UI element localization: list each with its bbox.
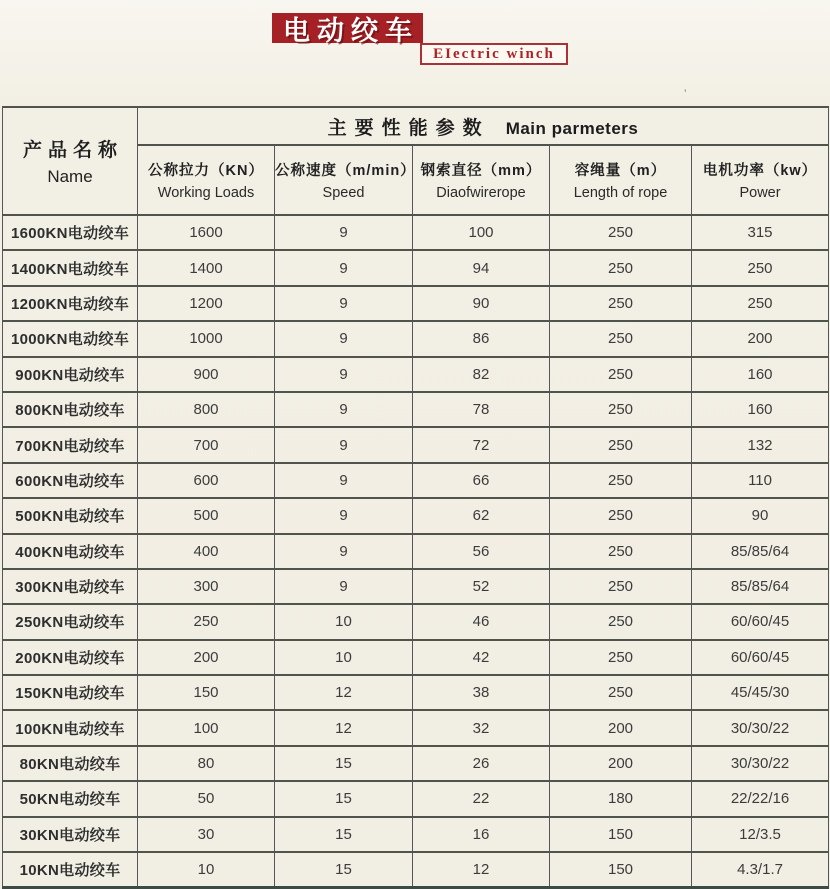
value-cell: 100 bbox=[138, 710, 275, 745]
header-row-main bbox=[3, 107, 829, 145]
working-loads-header-cn: 公称拉力（KN） bbox=[148, 163, 264, 179]
value-cell: 110 bbox=[692, 463, 829, 498]
table-row bbox=[3, 710, 829, 745]
value-cell: 1000 bbox=[138, 321, 275, 356]
value-cell: 9 bbox=[275, 569, 413, 604]
product-name-cell: 100KN电动绞车 bbox=[3, 710, 138, 745]
value-cell: 250 bbox=[550, 427, 692, 462]
value-cell: 80 bbox=[138, 746, 275, 781]
column-header-speed bbox=[275, 145, 416, 215]
main-parameters-header-en: Main parmeters bbox=[505, 118, 639, 138]
value-cell: 250 bbox=[550, 286, 692, 321]
product-name-header-cn: 产品名称 bbox=[22, 140, 123, 161]
table-row bbox=[3, 321, 829, 356]
table-row bbox=[3, 781, 829, 816]
value-cell: 60/60/45 bbox=[692, 640, 829, 675]
page-title-chinese: 电动绞车 bbox=[283, 16, 419, 46]
value-cell: 250 bbox=[550, 534, 692, 569]
value-cell: 90 bbox=[692, 498, 829, 533]
value-cell: 56 bbox=[413, 534, 550, 569]
table-row bbox=[3, 286, 829, 321]
value-cell: 500 bbox=[138, 498, 275, 533]
title-banner bbox=[272, 13, 423, 46]
value-cell: 250 bbox=[550, 215, 692, 250]
value-cell: 600 bbox=[138, 463, 275, 498]
table-row bbox=[3, 357, 829, 392]
value-cell: 250 bbox=[550, 675, 692, 710]
value-cell: 300 bbox=[138, 569, 275, 604]
value-cell: 30/30/22 bbox=[692, 710, 829, 745]
product-name-cell: 30KN电动绞车 bbox=[3, 817, 138, 852]
value-cell: 15 bbox=[275, 781, 413, 816]
value-cell: 250 bbox=[138, 604, 275, 639]
product-name-cell: 50KN电动绞车 bbox=[3, 781, 138, 816]
product-name-cell: 250KN电动绞车 bbox=[3, 604, 138, 639]
table-row bbox=[3, 852, 829, 887]
value-cell: 12 bbox=[413, 852, 550, 887]
value-cell: 9 bbox=[275, 357, 413, 392]
value-cell: 42 bbox=[413, 640, 550, 675]
value-cell: 15 bbox=[275, 817, 413, 852]
value-cell: 94 bbox=[413, 250, 550, 285]
value-cell: 1600 bbox=[138, 215, 275, 250]
table-body bbox=[3, 215, 829, 887]
value-cell: 9 bbox=[275, 250, 413, 285]
value-cell: 180 bbox=[550, 781, 692, 816]
rope-length-header-en: Length of rope bbox=[573, 185, 668, 201]
value-cell: 9 bbox=[275, 427, 413, 462]
value-cell: 250 bbox=[692, 250, 829, 285]
column-header-power bbox=[692, 145, 829, 215]
speed-header-en: Speed bbox=[322, 185, 365, 201]
value-cell: 15 bbox=[275, 852, 413, 887]
value-cell: 900 bbox=[138, 357, 275, 392]
value-cell: 22 bbox=[413, 781, 550, 816]
value-cell: 315 bbox=[692, 215, 829, 250]
value-cell: 12/3.5 bbox=[692, 817, 829, 852]
value-cell: 132 bbox=[692, 427, 829, 462]
column-header-rope-length bbox=[550, 145, 692, 215]
value-cell: 250 bbox=[550, 498, 692, 533]
table-row bbox=[3, 604, 829, 639]
table-row bbox=[3, 569, 829, 604]
main-parameters-header bbox=[138, 107, 829, 145]
product-name-cell: 900KN电动绞车 bbox=[3, 357, 138, 392]
value-cell: 200 bbox=[550, 746, 692, 781]
value-cell: 1400 bbox=[138, 250, 275, 285]
value-cell: 200 bbox=[138, 640, 275, 675]
value-cell: 10 bbox=[275, 640, 413, 675]
value-cell: 800 bbox=[138, 392, 275, 427]
value-cell: 12 bbox=[275, 675, 413, 710]
value-cell: 30 bbox=[138, 817, 275, 852]
column-header-working-loads bbox=[138, 145, 275, 215]
value-cell: 250 bbox=[550, 250, 692, 285]
subtitle-box bbox=[420, 43, 568, 65]
value-cell: 250 bbox=[692, 286, 829, 321]
value-cell: 85/85/64 bbox=[692, 534, 829, 569]
value-cell: 15 bbox=[275, 746, 413, 781]
value-cell: 32 bbox=[413, 710, 550, 745]
value-cell: 9 bbox=[275, 498, 413, 533]
value-cell: 9 bbox=[275, 463, 413, 498]
value-cell: 250 bbox=[550, 569, 692, 604]
table-row bbox=[3, 746, 829, 781]
value-cell: 16 bbox=[413, 817, 550, 852]
value-cell: 38 bbox=[413, 675, 550, 710]
table-row bbox=[3, 675, 829, 710]
table-row bbox=[3, 250, 829, 285]
value-cell: 45/45/30 bbox=[692, 675, 829, 710]
value-cell: 60/60/45 bbox=[692, 604, 829, 639]
table-row bbox=[3, 498, 829, 533]
column-header-product-name bbox=[3, 107, 138, 215]
value-cell: 150 bbox=[138, 675, 275, 710]
product-name-cell: 1400KN电动绞车 bbox=[3, 250, 138, 285]
value-cell: 90 bbox=[413, 286, 550, 321]
value-cell: 26 bbox=[413, 746, 550, 781]
wire-rope-dia-header-en: Diaofwirerope bbox=[436, 185, 526, 201]
product-name-cell: 600KN电动绞车 bbox=[3, 463, 138, 498]
rope-length-header-cn: 容绳量（m） bbox=[574, 163, 667, 179]
value-cell: 4.3/1.7 bbox=[692, 852, 829, 887]
product-name-cell: 1600KN电动绞车 bbox=[3, 215, 138, 250]
value-cell: 250 bbox=[550, 604, 692, 639]
value-cell: 160 bbox=[692, 392, 829, 427]
table-row bbox=[3, 640, 829, 675]
value-cell: 12 bbox=[275, 710, 413, 745]
product-name-cell: 1000KN电动绞车 bbox=[3, 321, 138, 356]
product-name-header-en: Name bbox=[47, 167, 93, 186]
product-name-cell: 200KN电动绞车 bbox=[3, 640, 138, 675]
value-cell: 150 bbox=[550, 852, 692, 887]
value-cell: 700 bbox=[138, 427, 275, 462]
value-cell: 250 bbox=[550, 640, 692, 675]
product-name-cell: 1200KN电动绞车 bbox=[3, 286, 138, 321]
main-parameters-header-cn: 主要性能参数 bbox=[327, 117, 490, 139]
value-cell: 86 bbox=[413, 321, 550, 356]
table-row bbox=[3, 817, 829, 852]
value-cell: 200 bbox=[692, 321, 829, 356]
value-cell: 52 bbox=[413, 569, 550, 604]
value-cell: 9 bbox=[275, 215, 413, 250]
value-cell: 10 bbox=[275, 604, 413, 639]
value-cell: 22/22/16 bbox=[692, 781, 829, 816]
value-cell: 9 bbox=[275, 534, 413, 569]
value-cell: 9 bbox=[275, 321, 413, 356]
product-name-cell: 10KN电动绞车 bbox=[3, 852, 138, 887]
value-cell: 250 bbox=[550, 357, 692, 392]
value-cell: 9 bbox=[275, 392, 413, 427]
speed-header-cn: 公称速度（m/min） bbox=[275, 163, 416, 179]
value-cell: 62 bbox=[413, 498, 550, 533]
value-cell: 78 bbox=[413, 392, 550, 427]
spec-table bbox=[2, 106, 829, 889]
value-cell: 200 bbox=[550, 710, 692, 745]
product-name-cell: 300KN电动绞车 bbox=[3, 569, 138, 604]
value-cell: 50 bbox=[138, 781, 275, 816]
column-header-wire-rope-dia bbox=[413, 145, 550, 215]
product-name-cell: 700KN电动绞车 bbox=[3, 427, 138, 462]
value-cell: 250 bbox=[550, 321, 692, 356]
table-row bbox=[3, 534, 829, 569]
power-header-cn: 电机功率（kw） bbox=[702, 163, 818, 179]
product-name-cell: 80KN电动绞车 bbox=[3, 746, 138, 781]
scan-artifact: ’ bbox=[684, 88, 687, 100]
page-title-english: EIectric winch bbox=[433, 45, 555, 62]
value-cell: 9 bbox=[275, 286, 413, 321]
value-cell: 150 bbox=[550, 817, 692, 852]
product-name-cell: 400KN电动绞车 bbox=[3, 534, 138, 569]
value-cell: 85/85/64 bbox=[692, 569, 829, 604]
table-row bbox=[3, 392, 829, 427]
product-name-cell: 150KN电动绞车 bbox=[3, 675, 138, 710]
value-cell: 66 bbox=[413, 463, 550, 498]
value-cell: 100 bbox=[413, 215, 550, 250]
table-header bbox=[3, 107, 829, 215]
value-cell: 10 bbox=[138, 852, 275, 887]
wire-rope-dia-header-cn: 钢索直径（mm） bbox=[420, 163, 542, 179]
value-cell: 160 bbox=[692, 357, 829, 392]
working-loads-header-en: Working Loads bbox=[157, 185, 255, 201]
value-cell: 82 bbox=[413, 357, 550, 392]
value-cell: 30/30/22 bbox=[692, 746, 829, 781]
value-cell: 72 bbox=[413, 427, 550, 462]
product-name-cell: 800KN电动绞车 bbox=[3, 392, 138, 427]
value-cell: 1200 bbox=[138, 286, 275, 321]
value-cell: 46 bbox=[413, 604, 550, 639]
power-header-en: Power bbox=[739, 185, 781, 201]
product-name-cell: 500KN电动绞车 bbox=[3, 498, 138, 533]
value-cell: 250 bbox=[550, 392, 692, 427]
table-row bbox=[3, 215, 829, 250]
table-row bbox=[3, 463, 829, 498]
value-cell: 250 bbox=[550, 463, 692, 498]
table-row bbox=[3, 427, 829, 462]
value-cell: 400 bbox=[138, 534, 275, 569]
